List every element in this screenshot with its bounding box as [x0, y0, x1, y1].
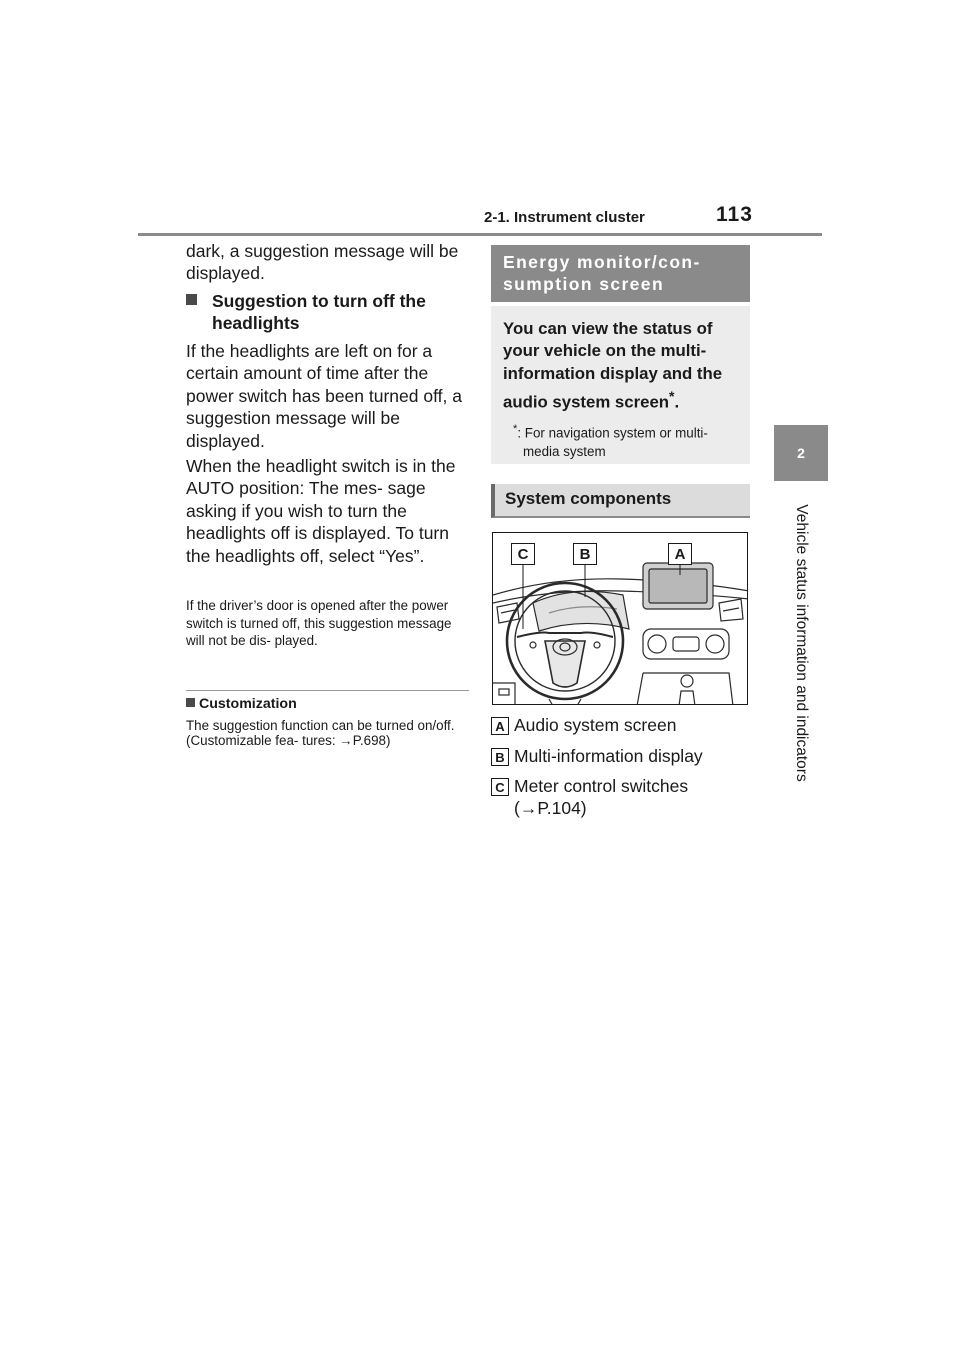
footnote-marker: * — [669, 388, 675, 405]
section-divider — [186, 690, 469, 691]
item-tag-c: C — [491, 778, 509, 796]
energy-monitor-heading: Energy monitor/con- sumption screen — [491, 245, 750, 302]
customization-paragraph: The suggestion function can be turned on/off. (Customizable fea- tures: →P.698) — [186, 718, 455, 749]
intro-box — [491, 306, 750, 464]
figure-label-b: B — [573, 543, 597, 565]
headlights-left-on-paragraph: If the headlights are left on for a certain amount of time after the power switch has been turned off, a suggestion message will be displayed. — [186, 341, 462, 451]
list-item-meter-switches: Meter control switches (→P.104) — [514, 776, 689, 819]
header-rule — [138, 233, 822, 236]
footnote: *: For navigation system or multi- media system — [513, 423, 708, 459]
section-title: 2-1. Instrument cluster — [484, 209, 645, 226]
door-note-paragraph: If the driver’s door is opened after the power switch is turned off, this suggestion message will not be dis- played. — [186, 598, 452, 649]
square-bullet-icon — [186, 698, 195, 707]
chapter-title: Vehicle status information and indicators — [793, 504, 810, 782]
chapter-title-tab[interactable] — [774, 481, 828, 806]
item-tag-a: A — [491, 717, 509, 735]
suggestion-heading-text: Suggestion to turn off the headlights — [212, 291, 426, 334]
auto-position-paragraph: When the headlight switch is in the AUTO position: The mes- sage asking if you wish to turn the headlights off is displayed. To turn the headlights off, select “Yes”. — [186, 456, 456, 566]
system-components-heading: System components — [491, 484, 750, 518]
suggestion-heading — [186, 290, 471, 335]
square-bullet-icon — [186, 294, 197, 305]
customization-heading — [186, 696, 297, 712]
continued-paragraph: dark, a suggestion message will be displayed. — [186, 241, 459, 284]
dashboard-illustration — [492, 532, 748, 705]
figure-label-c: C — [511, 543, 535, 565]
list-item-audio-screen: Audio system screen — [514, 715, 677, 735]
page-number: 113 — [716, 203, 753, 226]
customization-heading-text: Customization — [199, 696, 297, 712]
intro-text: You can view the status of your vehicle on the multi- information display and the audio system screen*. — [503, 319, 723, 412]
figure-label-a: A — [668, 543, 692, 565]
chapter-number-tab[interactable]: 2 — [774, 425, 828, 481]
item-tag-b: B — [491, 748, 509, 766]
list-item-multi-info-display: Multi-information display — [514, 746, 703, 766]
